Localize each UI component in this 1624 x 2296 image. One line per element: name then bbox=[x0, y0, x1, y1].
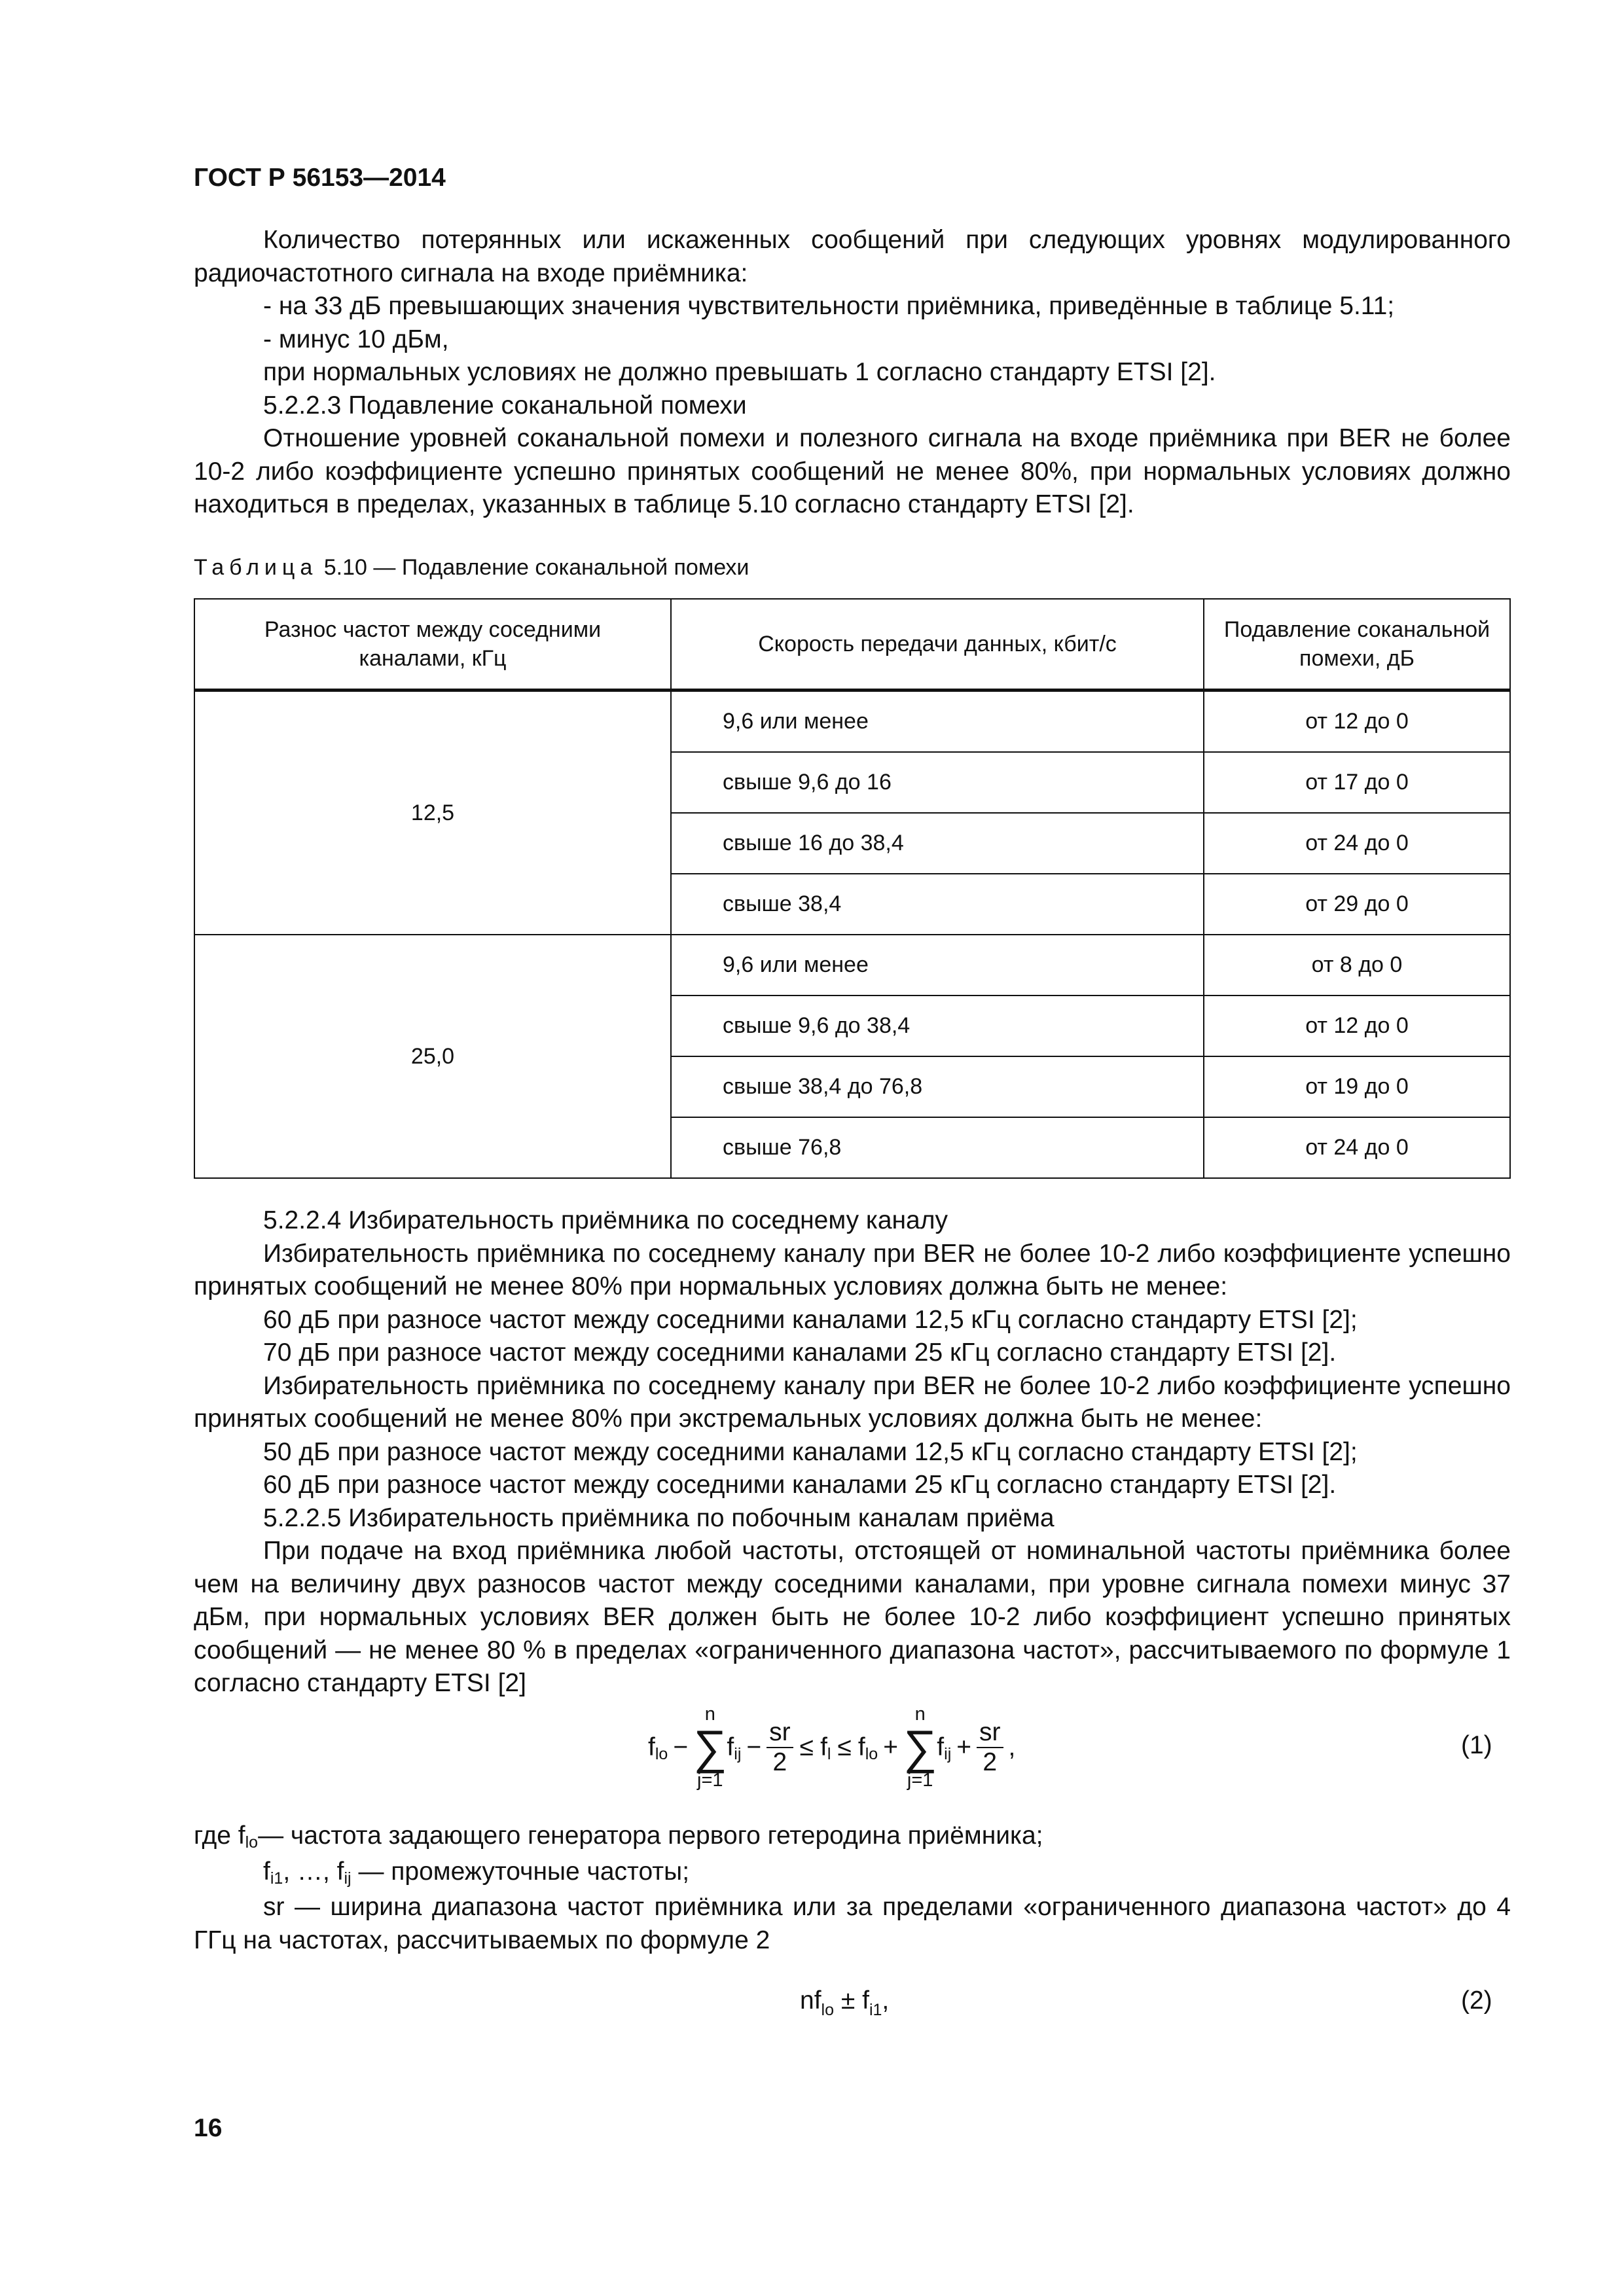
spacing-cell: 12,5 bbox=[194, 691, 671, 935]
equation-number-2: (2) bbox=[1461, 1986, 1492, 2015]
body-list-item-4: 60 дБ при разносе частот между соседними каналами 25 кГц согласно стандарту ETSI [2]. bbox=[263, 1471, 1337, 1499]
f-symbol: f bbox=[862, 1986, 869, 2015]
fraction-numerator: sr bbox=[767, 1718, 793, 1748]
intro-paragraph-3: Отношение уровней соканальной помехи и полезного сигнала на входе приёмника при BER не более 10-2 либо коэффициенте успешно принятых сообщений не менее 80%, при нормальных условиях должно находиться в пределах, указанных в таблице 5.10 согласно стандарту ETSI [2]. bbox=[194, 424, 1511, 518]
where-1-subscript: lo bbox=[245, 1833, 259, 1852]
section-heading-5225: 5.2.2.5 Избирательность приёмника по побочным каналам приёма bbox=[263, 1503, 1055, 1532]
nf-symbol: nf bbox=[800, 1986, 821, 2015]
fraction-denominator: 2 bbox=[983, 1748, 998, 1776]
formula-1 bbox=[648, 1702, 1015, 1793]
suppression-cell: от 19 до 0 bbox=[1204, 1056, 1510, 1117]
rate-cell: свыше 76,8 bbox=[671, 1117, 1204, 1178]
suppression-cell: от 17 до 0 bbox=[1204, 752, 1510, 813]
rate-cell: свыше 9,6 до 38,4 bbox=[671, 996, 1204, 1056]
i1-subscript: i1 bbox=[869, 2001, 882, 2019]
suppression-cell: от 24 до 0 bbox=[1204, 1117, 1510, 1178]
f-symbol: f bbox=[820, 1733, 827, 1761]
rate-cell: свыше 38,4 до 76,8 bbox=[671, 1056, 1204, 1117]
where-block bbox=[194, 1820, 1511, 1957]
suppression-cell: от 12 до 0 bbox=[1204, 996, 1510, 1056]
intro-list-item-1: - на 33 дБ превышающих значения чувствительности приёмника, приведённые в таблице 5.11; bbox=[263, 292, 1395, 320]
table-caption bbox=[194, 555, 749, 581]
rate-cell: свыше 16 до 38,4 bbox=[671, 813, 1204, 874]
document-header: ГОСТ Р 56153—2014 bbox=[194, 164, 446, 192]
table-caption-word: Таблица bbox=[194, 555, 318, 580]
where-2-rest: — промежуточные частоты; bbox=[351, 1857, 690, 1886]
sum-upper-limit: n bbox=[914, 1704, 926, 1725]
sum-upper-limit: n bbox=[704, 1704, 715, 1725]
sum-lower-limit: j=1 bbox=[697, 1770, 723, 1791]
lo-subscript: lo bbox=[655, 1744, 668, 1763]
le-sign: ≤ bbox=[837, 1733, 852, 1761]
sum-lower-limit: j=1 bbox=[907, 1770, 933, 1791]
f-symbol: f bbox=[727, 1733, 734, 1761]
where-1-start: где f bbox=[194, 1821, 245, 1850]
sigma-icon: ∑ bbox=[903, 1721, 937, 1774]
lo-subscript: lo bbox=[865, 1744, 878, 1763]
plus-sign: + bbox=[883, 1733, 898, 1761]
where-line-2 bbox=[194, 1856, 1511, 1892]
header-channel-spacing: Разнос частот между соседними каналами, кГц bbox=[194, 599, 671, 691]
suppression-cell: от 12 до 0 bbox=[1204, 691, 1510, 753]
intro-paragraph-2: при нормальных условиях не должно превышать 1 согласно стандарту ETSI [2]. bbox=[263, 358, 1216, 386]
page-number: 16 bbox=[194, 2114, 223, 2142]
fraction-sr-2 bbox=[767, 1718, 793, 1777]
rate-cell: 9,6 или менее bbox=[671, 691, 1204, 753]
section-heading-5223: 5.2.2.3 Подавление соканальной помехи bbox=[263, 391, 747, 420]
intro-block bbox=[194, 224, 1511, 522]
body-block bbox=[194, 1204, 1511, 1700]
rate-cell: 9,6 или менее bbox=[671, 935, 1204, 996]
header-suppression: Подавление соканальной помехи, дБ bbox=[1204, 599, 1510, 691]
body-list-item-1: 60 дБ при разносе частот между соседними каналами 12,5 кГц согласно стандарту ETSI [2]; bbox=[263, 1305, 1358, 1334]
header-data-rate: Скорость передачи данных, кбит/с bbox=[671, 599, 1204, 691]
lo-subscript: lo bbox=[821, 2001, 834, 2019]
where-line-1 bbox=[194, 1820, 1511, 1856]
body-paragraph-5: Избирательность приёмника по соседнему каналу при BER не более 10-2 либо коэффициенте успешно принятых сообщений не менее 80% при экстремальных условиях должна быть не менее: bbox=[194, 1371, 1511, 1433]
where-line-3: sr — ширина диапазона частот приёмника или за пределами «ограниченного диапазона частот» до 4 ГГц на частотах, рассчитываемых по формуле 2 bbox=[194, 1893, 1511, 1954]
plus-sign: + bbox=[956, 1733, 972, 1761]
le-sign: ≤ bbox=[799, 1733, 814, 1761]
fraction-denominator: 2 bbox=[772, 1748, 787, 1776]
where-2-sub1: i1 bbox=[270, 1869, 283, 1888]
minus-sign: − bbox=[746, 1733, 762, 1761]
table-row bbox=[194, 691, 1510, 753]
sum-operator-2 bbox=[903, 1705, 937, 1790]
formula-comma: , bbox=[1008, 1733, 1016, 1761]
intro-paragraph-1: Количество потерянных или искаженных сообщений при следующих уровнях модулированного радиочастотного сигнала на входе приёмника: bbox=[194, 226, 1511, 287]
body-list-item-3: 50 дБ при разносе частот между соседними каналами 12,5 кГц согласно стандарту ETSI [2]; bbox=[263, 1437, 1358, 1466]
suppression-cell: от 24 до 0 bbox=[1204, 813, 1510, 874]
table-header-row bbox=[194, 599, 1510, 691]
equation-number-1: (1) bbox=[1461, 1731, 1492, 1759]
rate-cell: свыше 9,6 до 16 bbox=[671, 752, 1204, 813]
body-list-item-2: 70 дБ при разносе частот между соседними каналами 25 кГц согласно стандарту ETSI [2]. bbox=[263, 1338, 1337, 1367]
ij-subscript: ij bbox=[944, 1744, 952, 1763]
f-symbol: f bbox=[648, 1733, 655, 1761]
suppression-cell: от 29 до 0 bbox=[1204, 874, 1510, 935]
plus-minus-sign: ± bbox=[840, 1986, 856, 2015]
cochannel-table bbox=[194, 598, 1511, 1179]
formula-comma: , bbox=[882, 1986, 890, 2015]
body-paragraph-4: Избирательность приёмника по соседнему каналу при BER не более 10-2 либо коэффициенте успешно принятых сообщений не менее 80% при нормальных условиях должна быть не менее: bbox=[194, 1239, 1511, 1300]
where-2-f1: f bbox=[263, 1857, 270, 1886]
rate-cell: свыше 38,4 bbox=[671, 874, 1204, 935]
where-1-rest: — частота задающего генератора первого гетеродина приёмника; bbox=[258, 1821, 1043, 1850]
table-caption-title: 5.10 — Подавление соканальной помехи bbox=[323, 555, 749, 580]
formula-2 bbox=[800, 1986, 890, 2019]
fraction-sr-2 bbox=[977, 1718, 1003, 1777]
l-subscript: l bbox=[827, 1744, 831, 1763]
sigma-icon: ∑ bbox=[693, 1721, 727, 1774]
body-paragraph-6: При подаче на вход приёмника любой частоты, отстоящей от номинальной частоты приёмника более чем на величину двух разносов частот между соседними каналами, при уровне сигнала помехи минус 37 дБм, при нормальных условиях BER должен быть не более 10-2 либо коэффициент успешно принятых сообщений — не менее 80 % в пределах «ограниченного диапазона частот», рассчитываемого по формуле 1 согласно стандарту ETSI [2] bbox=[194, 1537, 1511, 1697]
where-2-sub2: ij bbox=[344, 1869, 352, 1888]
minus-sign: − bbox=[673, 1733, 689, 1761]
where-2-mid: , …, f bbox=[283, 1857, 344, 1886]
suppression-cell: от 8 до 0 bbox=[1204, 935, 1510, 996]
section-heading-5224: 5.2.2.4 Избирательность приёмника по соседнему каналу bbox=[263, 1206, 948, 1234]
f-symbol: f bbox=[857, 1733, 865, 1761]
spacing-cell: 25,0 bbox=[194, 935, 671, 1178]
f-symbol: f bbox=[937, 1733, 945, 1761]
ij-subscript: ij bbox=[734, 1744, 742, 1763]
fraction-numerator: sr bbox=[977, 1718, 1003, 1748]
table-row bbox=[194, 935, 1510, 996]
sum-operator-1 bbox=[693, 1705, 727, 1790]
intro-list-item-2: - минус 10 дБм, bbox=[263, 325, 449, 353]
